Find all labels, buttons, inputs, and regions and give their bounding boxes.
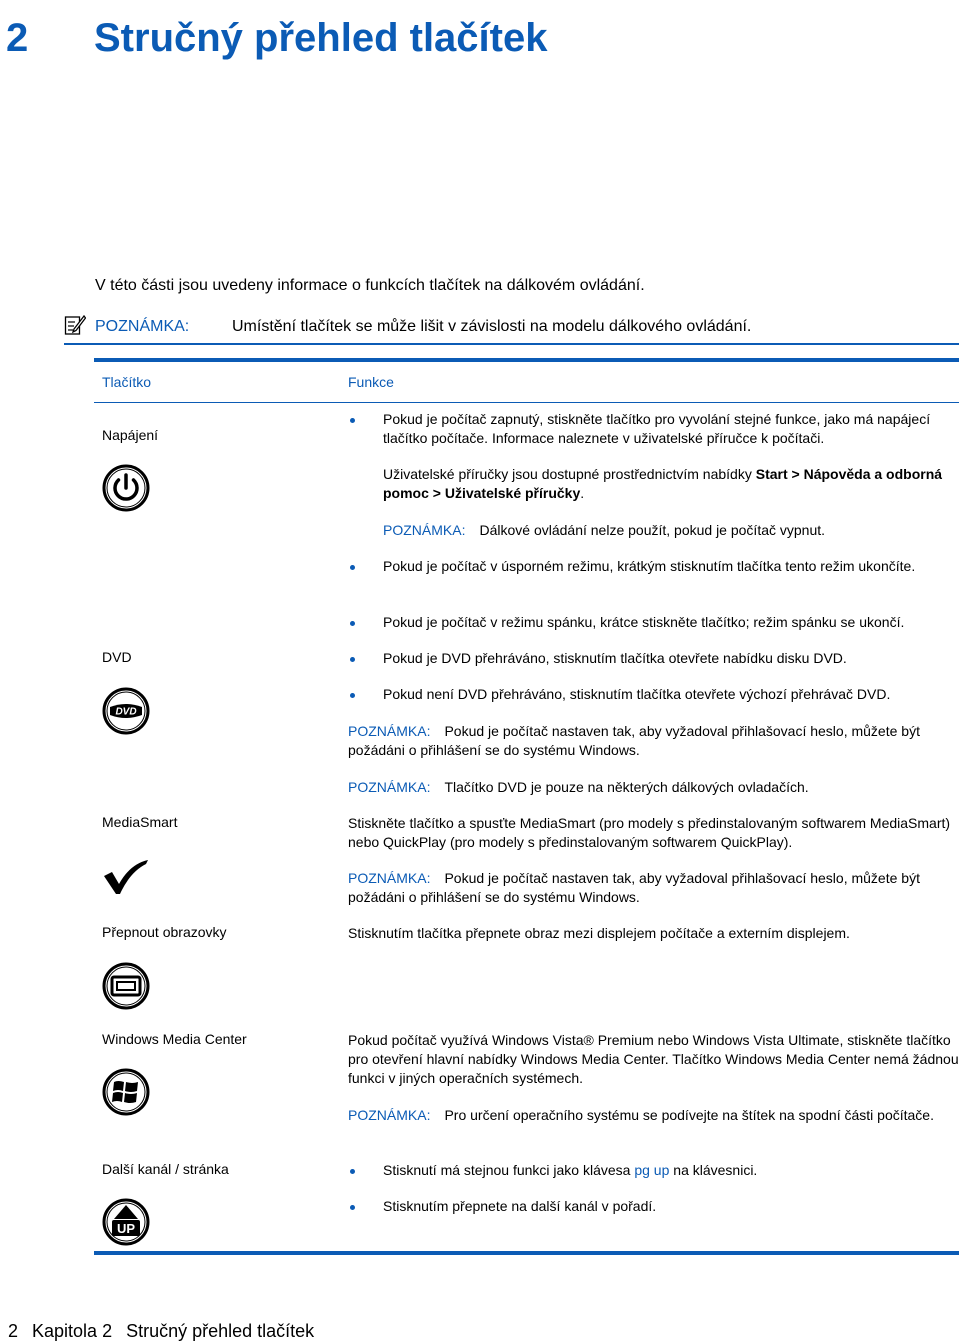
table-bottom-rule — [94, 1251, 959, 1255]
note-text: Umístění tlačítek se může lišit v závislosti na modelu dálkového ovládání. — [232, 318, 752, 335]
bullet — [350, 1205, 355, 1210]
power-bullet-1: Pokud je počítač zapnutý, stiskněte tlačítko pro vyvolání stejné funkce, jako má napájecí tlačítko počítače. Informace naleznete v uživatelské příručce k počítači. — [383, 411, 931, 446]
footer-page-number: 2 — [8, 1321, 19, 1341]
bullet — [350, 1169, 355, 1174]
header-function-column: Funkce — [348, 374, 394, 390]
note-label: POZNÁMKA: — [348, 1107, 431, 1123]
button-name-windows-media-center: Windows Media Center — [102, 1031, 247, 1047]
dvd-note-1: POZNÁMKA: Pokud je počítač nastaven tak, aby vyžadoval přihlašovací heslo, můžete být požádáni o přihlášení se do systému Windows. — [348, 723, 920, 758]
bullet — [350, 621, 355, 626]
power-icon — [102, 464, 150, 512]
bullet — [350, 693, 355, 698]
dvd-icon — [102, 687, 150, 735]
page-title: Stručný přehled tlačítek — [94, 16, 548, 60]
footer-title: Stručný přehled tlačítek — [126, 1321, 315, 1341]
next-bullet-1: Stisknutí má stejnou funkci jako klávesa pg up na klávesnici. — [383, 1162, 758, 1178]
dvd-note-2: POZNÁMKA: Tlačítko DVD je pouze na některých dálkových ovladačích. — [348, 779, 809, 795]
table-header-rule — [94, 402, 959, 403]
checkmark-icon — [102, 854, 150, 902]
next-bullet-2: Stisknutím přepnete na další kanál v pořadí. — [383, 1198, 657, 1214]
chapter-number: 2 — [6, 16, 29, 60]
button-name-dvd: DVD — [102, 649, 132, 665]
header-button-column: Tlačítko — [102, 374, 152, 390]
mediasmart-text: Stiskněte tlačítko a spusťte MediaSmart (pro modely s předinstalovaným softwarem MediaSmart) nebo QuickPlay (pro modely s předinstalovaným softwarem QuickPlay). — [348, 815, 951, 850]
note-label: POZNÁMKA: — [348, 870, 431, 886]
up-icon — [102, 1198, 150, 1246]
note-pencil-icon — [64, 314, 86, 336]
bullet — [350, 565, 355, 570]
dvd-bullet-1: Pokud je DVD přehráváno, stisknutím tlačítka otevřete nabídku disku DVD. — [383, 650, 847, 666]
mediasmart-note: POZNÁMKA: Pokud je počítač nastaven tak, aby vyžadoval přihlašovací heslo, můžete být požádáni o přihlášení se do systému Windows. — [348, 870, 920, 905]
button-name-mediasmart: MediaSmart — [102, 814, 178, 830]
note-block — [64, 313, 959, 345]
switch-text: Stisknutím tlačítka přepnete obraz mezi displejem počítače a externím displejem. — [348, 925, 850, 941]
windows-logo-icon — [102, 1068, 150, 1116]
bullet — [350, 657, 355, 662]
button-name-power: Napájení — [102, 427, 159, 443]
note-label: POZNÁMKA: — [383, 522, 466, 538]
svg-text:UP: UP — [116, 1221, 136, 1236]
power-bullet-3: Pokud je počítač v režimu spánku, krátce stiskněte tlačítko; režim spánku se ukončí. — [383, 614, 905, 630]
power-manuals-paragraph: Uživatelské příručky jsou dostupné prostřednictvím nabídky Start > Nápověda a odborná pomoc > Uživatelské příručky. — [383, 466, 943, 501]
note-label: POZNÁMKA: — [348, 779, 431, 795]
pg-up-key: pg up — [634, 1162, 670, 1178]
buttons-table — [94, 358, 959, 1255]
table-top-rule — [94, 358, 959, 362]
power-note: POZNÁMKA: Dálkové ovládání nelze použít, pokud je počítač vypnut. — [383, 522, 826, 538]
bullet — [350, 418, 355, 423]
manuals-menu-path: Start > Nápověda a odborná pomoc > Uživatelské příručky — [383, 466, 943, 501]
dvd-bullet-2: Pokud není DVD přehráváno, stisknutím tlačítka otevřete výchozí přehrávač DVD. — [383, 686, 891, 702]
intro-paragraph: V této části jsou uvedeny informace o funkcích tlačítek na dálkovém ovládání. — [95, 277, 645, 294]
page-footer — [8, 1321, 328, 1342]
footer-chapter: Kapitola 2 — [32, 1321, 113, 1341]
power-bullet-2: Pokud je počítač v úsporném režimu, krátkým stisknutím tlačítka tento režim ukončíte. — [383, 558, 916, 574]
button-name-switch-displays: Přepnout obrazovky — [102, 924, 227, 940]
button-name-next-channel: Další kanál / stránka — [102, 1161, 229, 1177]
note-label: POZNÁMKA: — [348, 723, 431, 739]
note-label: POZNÁMKA: — [95, 318, 190, 335]
wmc-text: Pokud počítač využívá Windows Vista® Premium nebo Windows Vista Ultimate, stiskněte tlačítko pro otevření hlavní nabídky Windows Media Center. Tlačítko Windows Media Center nemá žádnou funkci v jiných operačních systémech. — [348, 1032, 959, 1086]
svg-text:DVD: DVD — [115, 706, 137, 718]
wmc-note: POZNÁMKA: Pro určení operačního systému se podívejte na štítek na spodní části počítače. — [348, 1107, 934, 1123]
display-switch-icon — [102, 962, 150, 1010]
